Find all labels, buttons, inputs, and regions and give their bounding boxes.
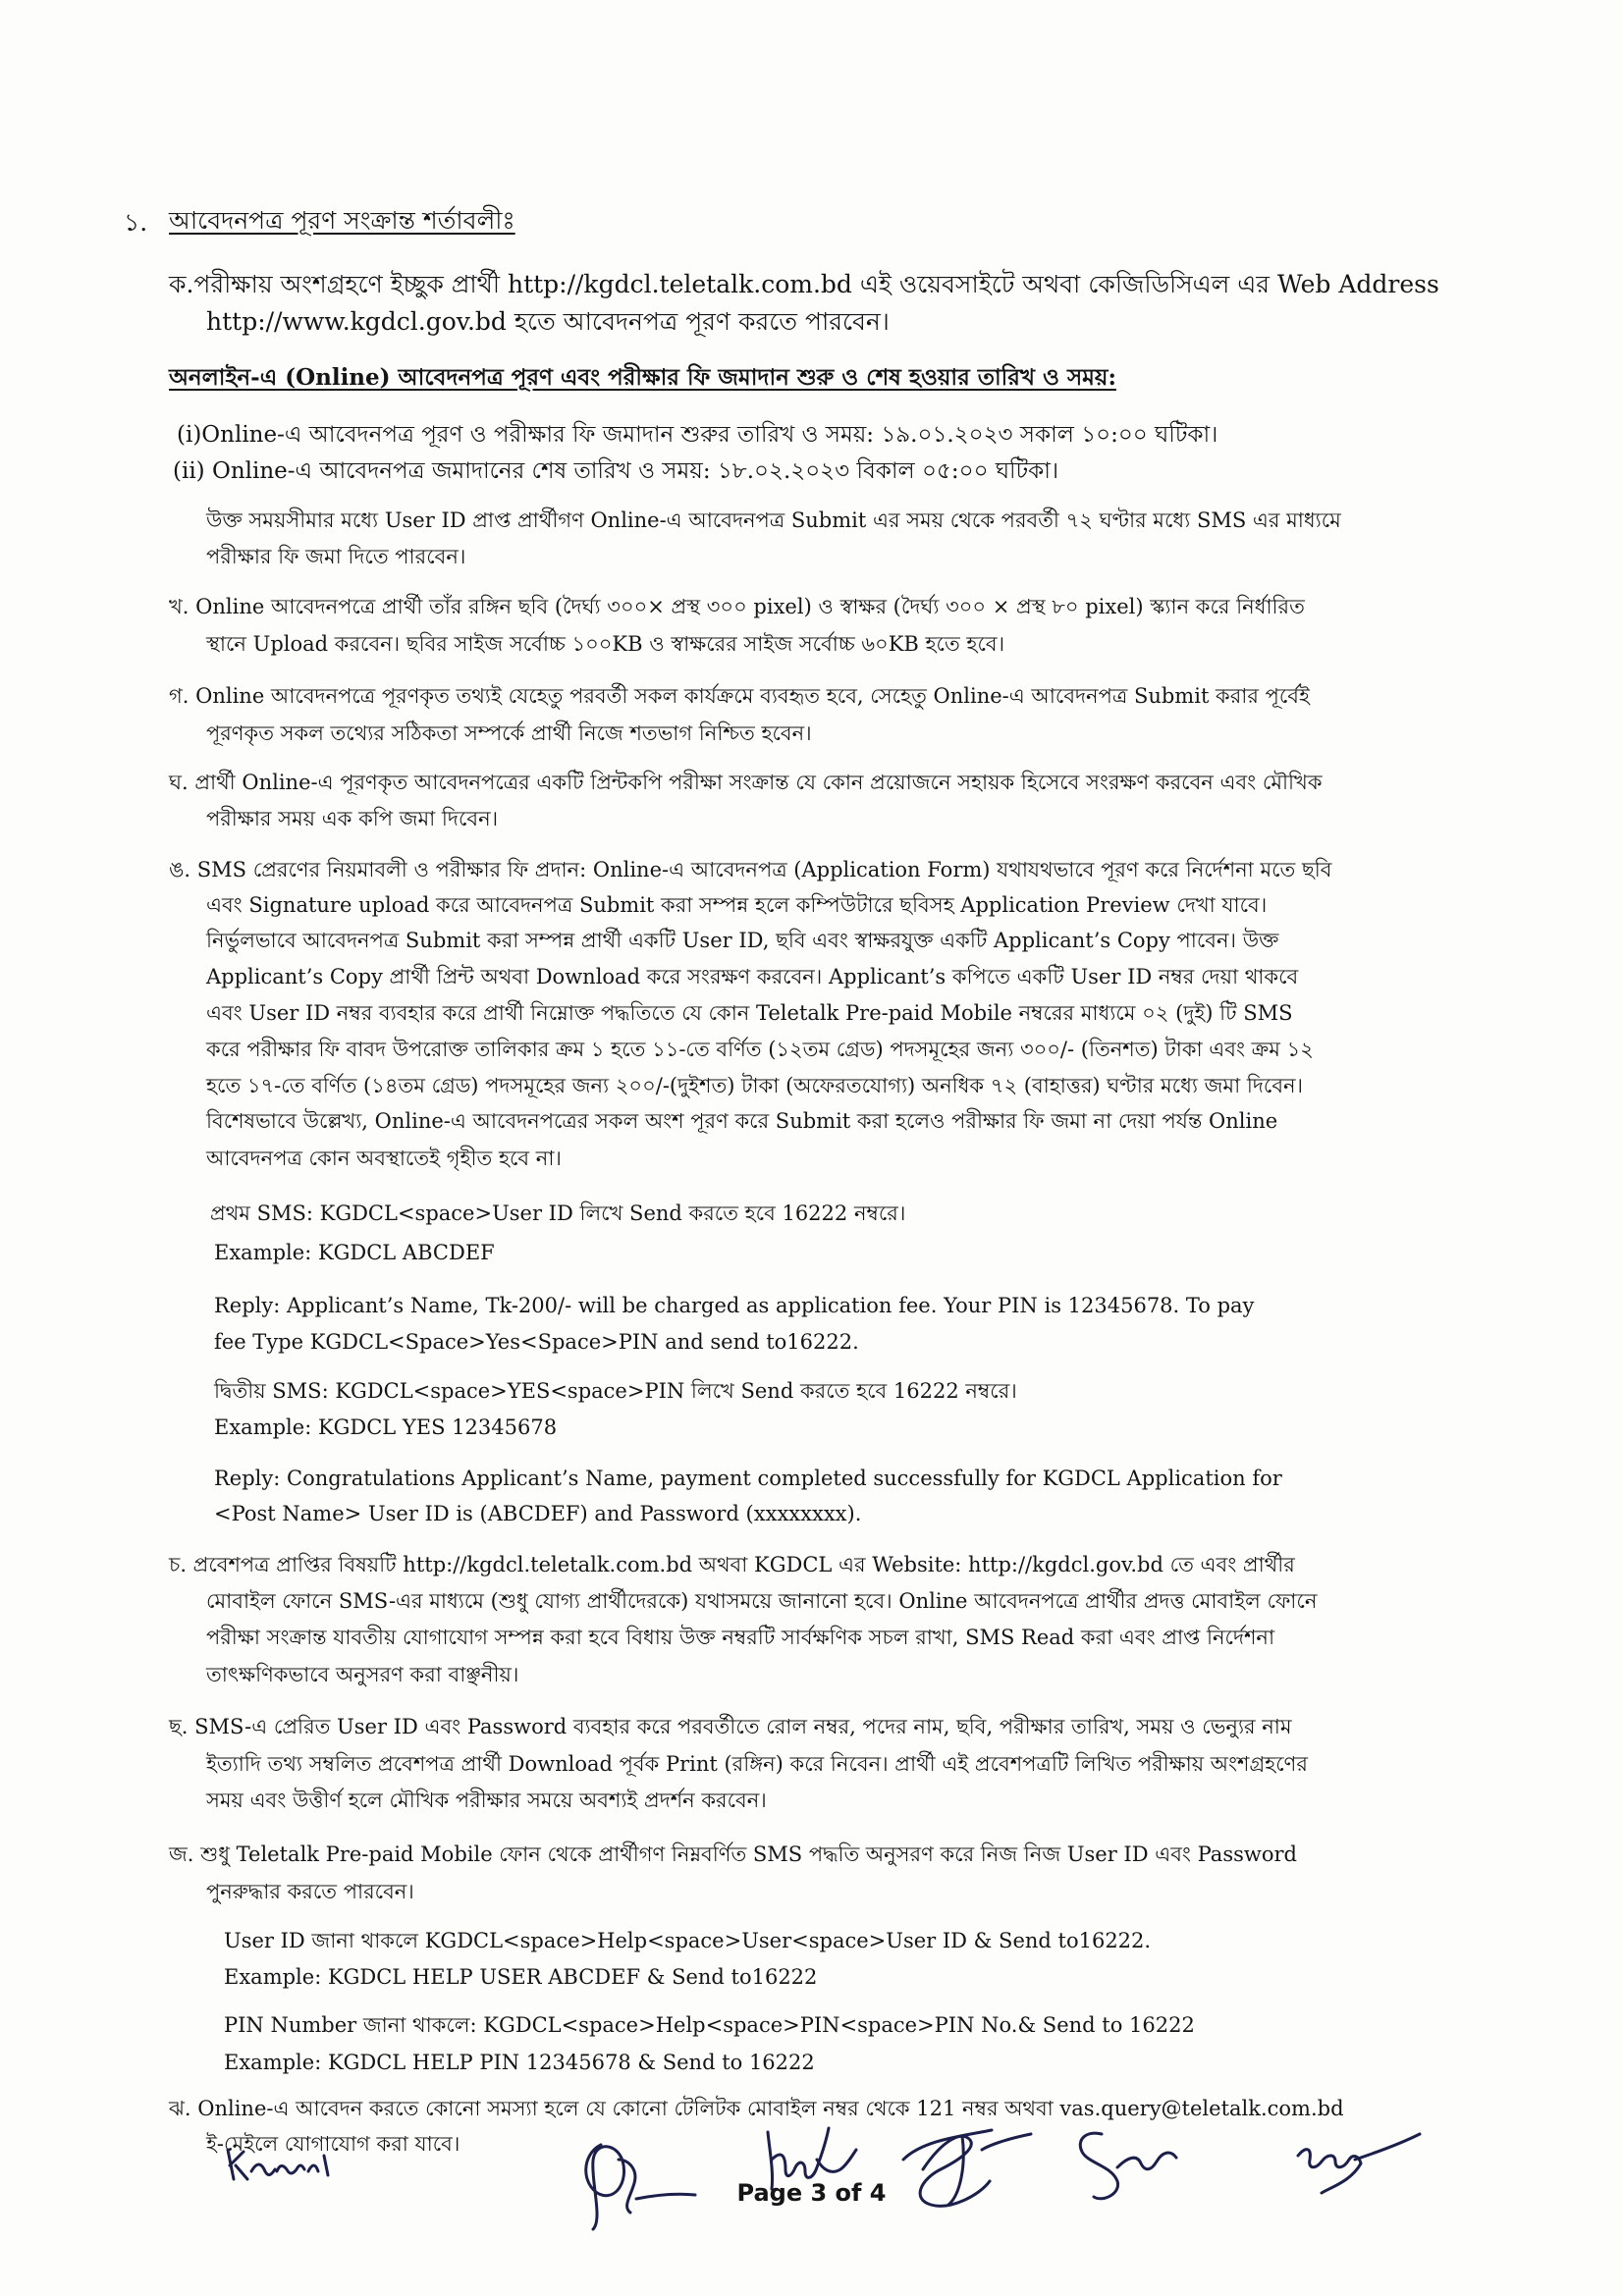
clause-umo-line-9: আবেদনপত্র কোন অবস্থাতেই গৃহীত হবে না। — [206, 1147, 562, 1170]
clause-umo-line-4: Applicant’s Copy প্রার্থী প্রিন্ট অথবা Download করে সংরক্ষণ করবেন। Applicant’s কপিতে একটি User ID নম্বর দেয়া থাকবে — [206, 965, 1299, 988]
page-footer: Page 3 of 4 — [736, 2179, 887, 2207]
schedule-end: (ii) Online-এ আবেদনপত্র জমাদানের শেষ তারিখ ও সময়: ১৮.০২.২০২৩ বিকাল ০৫:০০ ঘটিকা। — [173, 458, 1059, 484]
schedule-note-line-1: উক্ত সময়সীমার মধ্যে User ID প্রাপ্ত প্রার্থীগণ Online-এ আবেদনপত্র Submit এর সময় থেকে পরবর্তী ৭২ ঘণ্টার মধ্যে SMS এর মাধ্যমে — [206, 508, 1341, 532]
clause-cha-line-1: চ. প্রবেশপত্র প্রাপ্তির বিষয়টি http://kgdcl.teletalk.com.bd অথবা KGDCL এর Website: http://kgdcl.gov.bd তে এবং প্রার্থীর — [169, 1553, 1295, 1576]
online-schedule-heading: অনলাইন-এ (Online) আবেদনপত্র পূরণ এবং পরীক্ষার ফি জমাদান শুরু ও শেষ হওয়ার তারিখ ও সময়: — [169, 364, 1116, 391]
clause-chha-line-2: ইত্যাদি তথ্য সম্বলিত প্রবেশপত্র প্রার্থী Download পূর্বক Print (রঙ্গিন) করে নিবেন। প্রার্থী এই প্রবেশপত্রটি লিখিত পরীক্ষায় অংশগ্রহণের — [206, 1752, 1308, 1776]
schedule-note-line-2: পরীক্ষার ফি জমা দিতে পারবেন। — [206, 545, 466, 568]
clause-cha-line-2: মোবাইল ফোনে SMS-এর মাধ্যমে (শুধু যোগ্য প্রার্থীদেরকে) যথাসময়ে জানানো হবে। Online আবেদনপত্রে প্রার্থীর প্রদত্ত মোবাইল ফোনে — [206, 1589, 1318, 1613]
clause-umo-line-3: নির্ভুলভাবে আবেদনপত্র Submit করা সম্পন্ন প্রার্থী একটি User ID, ছবি এবং স্বাক্ষরযুক্ত একটি Applicant’s Copy পাবেন। উক্ত — [206, 929, 1279, 952]
schedule-start: (i)Online-এ আবেদনপত্র পূরণ ও পরীক্ষার ফি জমাদান শুরুর তারিখ ও সময়: ১৯.০১.২০২৩ সকাল ১০:০০ ঘটিকা। — [177, 422, 1218, 448]
clause-ga-line-1: গ. Online আবেদনপত্রে পূরণকৃত তথ্যই যেহেতু পরবর্তী সকল কার্যক্রমে ব্যবহৃত হবে, সেহেতু Online-এ আবেদনপত্র Submit করার পূর্বেই — [169, 684, 1310, 708]
recovery-pin-example: Example: KGDCL HELP PIN 12345678 & Send to 16222 — [224, 2051, 815, 2074]
clause-kha-line-1: খ. Online আবেদনপত্রে প্রার্থী তাঁর রঙ্গিন ছবি (দৈর্ঘ্য ৩০০× প্রস্থ ৩০০ pixel) ও স্বাক্ষর (দৈর্ঘ্য ৩০০ × প্রস্থ ৮০ pixel) স্ক্যান করে নির্ধারিত — [169, 595, 1305, 618]
recovery-user-id-example: Example: KGDCL HELP USER ABCDEF & Send to16222 — [224, 1965, 818, 1989]
clause-ja-line-1: জ. শুধু Teletalk Pre-paid Mobile ফোন থেকে প্রার্থীগণ নিম্নবর্ণিত SMS পদ্ধতি অনুসরণ করে নিজ নিজ User ID এবং Password — [169, 1842, 1297, 1866]
clause-cha-line-4: তাৎক্ষণিকভাবে অনুসরণ করা বাঞ্ছনীয়। — [206, 1663, 519, 1686]
clause-umo-line-2: এবং Signature upload করে আবেদনপত্র Submit করা সম্পন্ন হলে কম্পিউটারে ছবিসহ Application Preview দেখা যাবে। — [206, 893, 1268, 917]
clause-ja-line-2: পুনরুদ্ধার করতে পারবেন। — [206, 1880, 414, 1903]
clause-ga-line-2: পূরণকৃত সকল তথ্যের সঠিকতা সম্পর্কে প্রার্থী নিজে শতভাগ নিশ্চিত হবেন। — [206, 721, 812, 745]
recovery-pin: PIN Number জানা থাকলে: KGDCL<space>Help<space>PIN<space>PIN No.& Send to 16222 — [224, 2013, 1195, 2037]
sms-first: প্রথম SMS: KGDCL<space>User ID লিখে Send করতে হবে 16222 নম্বরে। — [210, 1201, 906, 1225]
clause-umo-line-8: বিশেষভাবে উল্লেখ্য, Online-এ আবেদনপত্রের সকল অংশ পূরণ করে Submit করা হলেও পরীক্ষার ফি জমা না দেয়া পর্যন্ত Online — [206, 1109, 1278, 1133]
sms-second-reply-line-1: Reply: Congratulations Applicant’s Name, payment completed successfully for KGDCL Application for — [214, 1467, 1282, 1490]
sms-first-reply-line-1: Reply: Applicant’s Name, Tk-200/- will be charged as application fee. Your PIN is 12345678. To pay — [214, 1294, 1255, 1317]
section-number: ১. — [124, 208, 148, 237]
clause-gha-line-1: ঘ. প্রার্থী Online-এ পূরণকৃত আবেদনপত্রের একটি প্রিন্টকপি পরীক্ষা সংক্রান্ত যে কোন প্রয়োজনে সহায়ক হিসেবে সংরক্ষণ করবেন এবং মৌখিক — [169, 771, 1323, 794]
sms-second-reply-line-2: <Post Name> User ID is (ABCDEF) and Password (xxxxxxxx). — [214, 1502, 862, 1525]
section-title: আবেদনপত্র পূরণ সংক্রান্ত শর্তাবলীঃ — [169, 206, 515, 235]
clause-umo-line-1: ঙ. SMS প্রেরণের নিয়মাবলী ও পরীক্ষার ফি প্রদান: Online-এ আবেদনপত্র (Application Form) যথাযথভাবে পূরণ করে নির্দেশনা মতে ছবি — [169, 858, 1332, 881]
sms-second: দ্বিতীয় SMS: KGDCL<space>YES<space>PIN লিখে Send করতে হবে 16222 নম্বরে। — [214, 1379, 1017, 1403]
clause-ka-line-1: ক.পরীক্ষায় অংশগ্রহণে ইচ্ছুক প্রার্থী http://kgdcl.teletalk.com.bd এই ওয়েবসাইটে অথবা কেজিডিসিএল এর Web Address — [169, 270, 1439, 298]
clause-chha-line-1: ছ. SMS-এ প্রেরিত User ID এবং Password ব্যবহার করে পরবর্তীতে রোল নম্বর, পদের নাম, ছবি, পরীক্ষার তারিখ, সময় ও ভেন্যুর নাম — [169, 1715, 1292, 1738]
clause-umo-line-6: করে পরীক্ষার ফি বাবদ উপরোক্ত তালিকার ক্রম ১ হতে ১১-তে বর্ণিত (১২তম গ্রেড) পদসমূহের জন্য ৩০০/- (তিনশত) টাকা এবং ক্রম ১২ — [206, 1038, 1314, 1061]
sms-first-reply-line-2: fee Type KGDCL<Space>Yes<Space>PIN and send to16222. — [214, 1330, 859, 1354]
clause-gha-line-2: পরীক্ষার সময় এক কপি জমা দিবেন। — [206, 807, 499, 830]
recovery-user-id: User ID জানা থাকলে KGDCL<space>Help<space>User<space>User ID & Send to16222. — [224, 1929, 1152, 1952]
clause-chha-line-3: সময় এবং উত্তীর্ণ হলে মৌখিক পরীক্ষার সময়ে অবশ্যই প্রদর্শন করবেন। — [206, 1789, 767, 1812]
clause-jha-line-1: ঝ. Online-এ আবেদন করতে কোনো সমস্যা হলে যে কোনো টেলিটক মোবাইল নম্বর থেকে 121 নম্বর অথবা vas.query@teletalk.com.bd — [169, 2097, 1344, 2120]
clause-jha-line-2: ই-মেইলে যোগাযোগ করা যাবে। — [206, 2132, 460, 2156]
clause-umo-line-7: হতে ১৭-তে বর্ণিত (১৪তম গ্রেড) পদসমূহের জন্য ২০০/-(দুইশত) টাকা (অফেরতযোগ্য) অনধিক ৭২ (বাহাত্তর) ঘণ্টার মধ্যে জমা দিবেন। — [206, 1074, 1304, 1097]
clause-ka-line-2: http://www.kgdcl.gov.bd হতে আবেদনপত্র পূরণ করতে পারবেন। — [206, 307, 890, 336]
clause-cha-line-3: পরীক্ষা সংক্রান্ত যাবতীয় যোগাযোগ সম্পন্ন করা হবে বিধায় উক্ত নম্বরটি সার্বক্ষণিক সচল রাখা, SMS Read করা এবং প্রাপ্ত নির্দেশনা — [206, 1626, 1275, 1649]
sms-first-example: Example: KGDCL ABCDEF — [214, 1241, 495, 1264]
clause-umo-line-5: এবং User ID নম্বর ব্যবহার করে প্রার্থী নিম্নোক্ত পদ্ধতিতে যে কোন Teletalk Pre-paid Mobile নম্বরের মাধ্যমে ০২ (দুই) টি SMS — [206, 1001, 1293, 1025]
clause-kha-line-2: স্থানে Upload করবেন। ছবির সাইজ সর্বোচ্চ ১০০KB ও স্বাক্ষরের সাইজ সর্বোচ্চ ৬০KB হতে হবে। — [206, 632, 1005, 656]
sms-second-example: Example: KGDCL YES 12345678 — [214, 1415, 558, 1439]
